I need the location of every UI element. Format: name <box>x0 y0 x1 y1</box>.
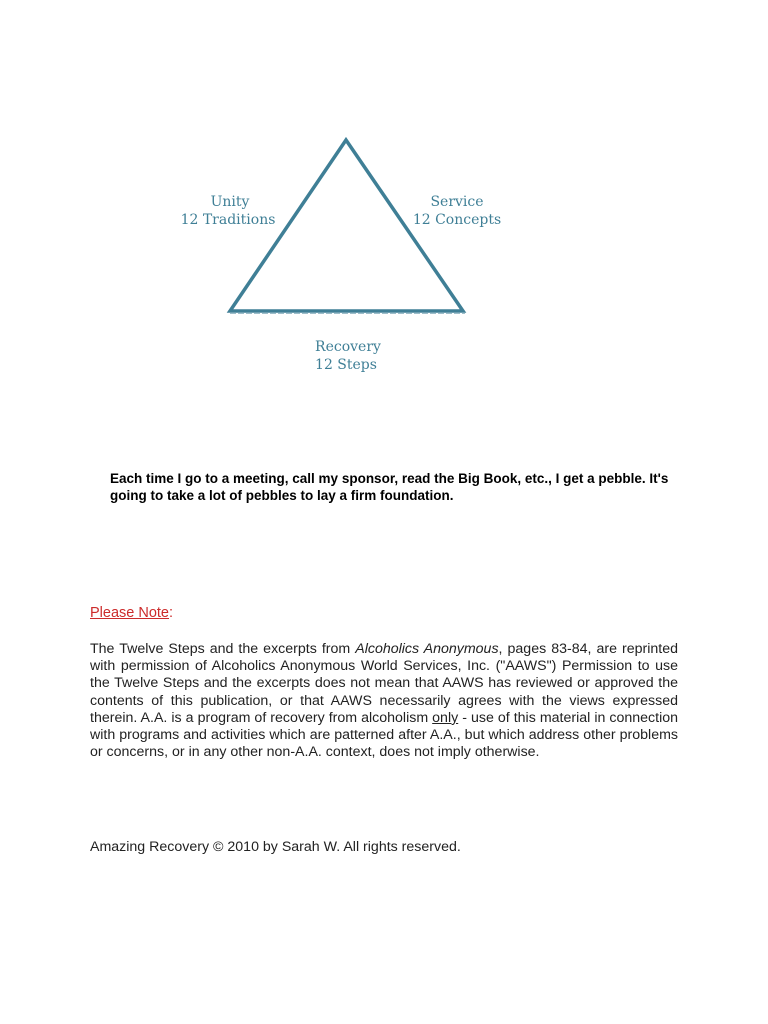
steps-label: 12 Steps <box>315 357 377 373</box>
please-note-colon: : <box>169 605 174 621</box>
notice-text-part2: , pages 83-84, are reprinted with permission of Alcoholics Anonymous World Services, Inc. ("AAWS") Permission to use the Twelve Steps and the excerpts does not mean that AAWS has reviewed or approved the contents of this publication, or that AAWS necessarily agrees with the views expressed therein. A.A. is a program of recovery from alcoholism <box>90 641 678 726</box>
unity-service-recovery-triangle-diagram <box>0 0 768 420</box>
notice-text-part3: - use of this material in connection with programs and activities which are patterned after A.A., but which address other problems or concerns, or in any other non-A.A. context, does not imply otherwise. <box>90 709 679 761</box>
concepts-label: 12 Concepts <box>412 212 502 228</box>
pebble-quote: Each time I go to a meeting, call my sponsor, read the Big Book, etc., I get a pebble. It's going to take a lot of pebbles to lay a firm foundation. <box>110 471 669 503</box>
notice-text-part1: The Twelve Steps and the excerpts from <box>90 641 356 657</box>
permission-notice-paragraph <box>90 641 678 761</box>
copyright-line: Amazing Recovery © 2010 by Sarah W. All rights reserved. <box>90 839 461 855</box>
notice-underlined-only: only <box>432 709 459 726</box>
traditions-label: 12 Traditions <box>180 212 276 228</box>
please-note-heading <box>90 605 173 621</box>
please-note-label: Please Note <box>90 605 169 621</box>
service-label: Service <box>430 194 484 210</box>
recovery-label: Recovery <box>315 339 381 355</box>
notice-book-title: Alcoholics Anonymous <box>355 641 499 657</box>
unity-label: Unity <box>210 194 250 210</box>
